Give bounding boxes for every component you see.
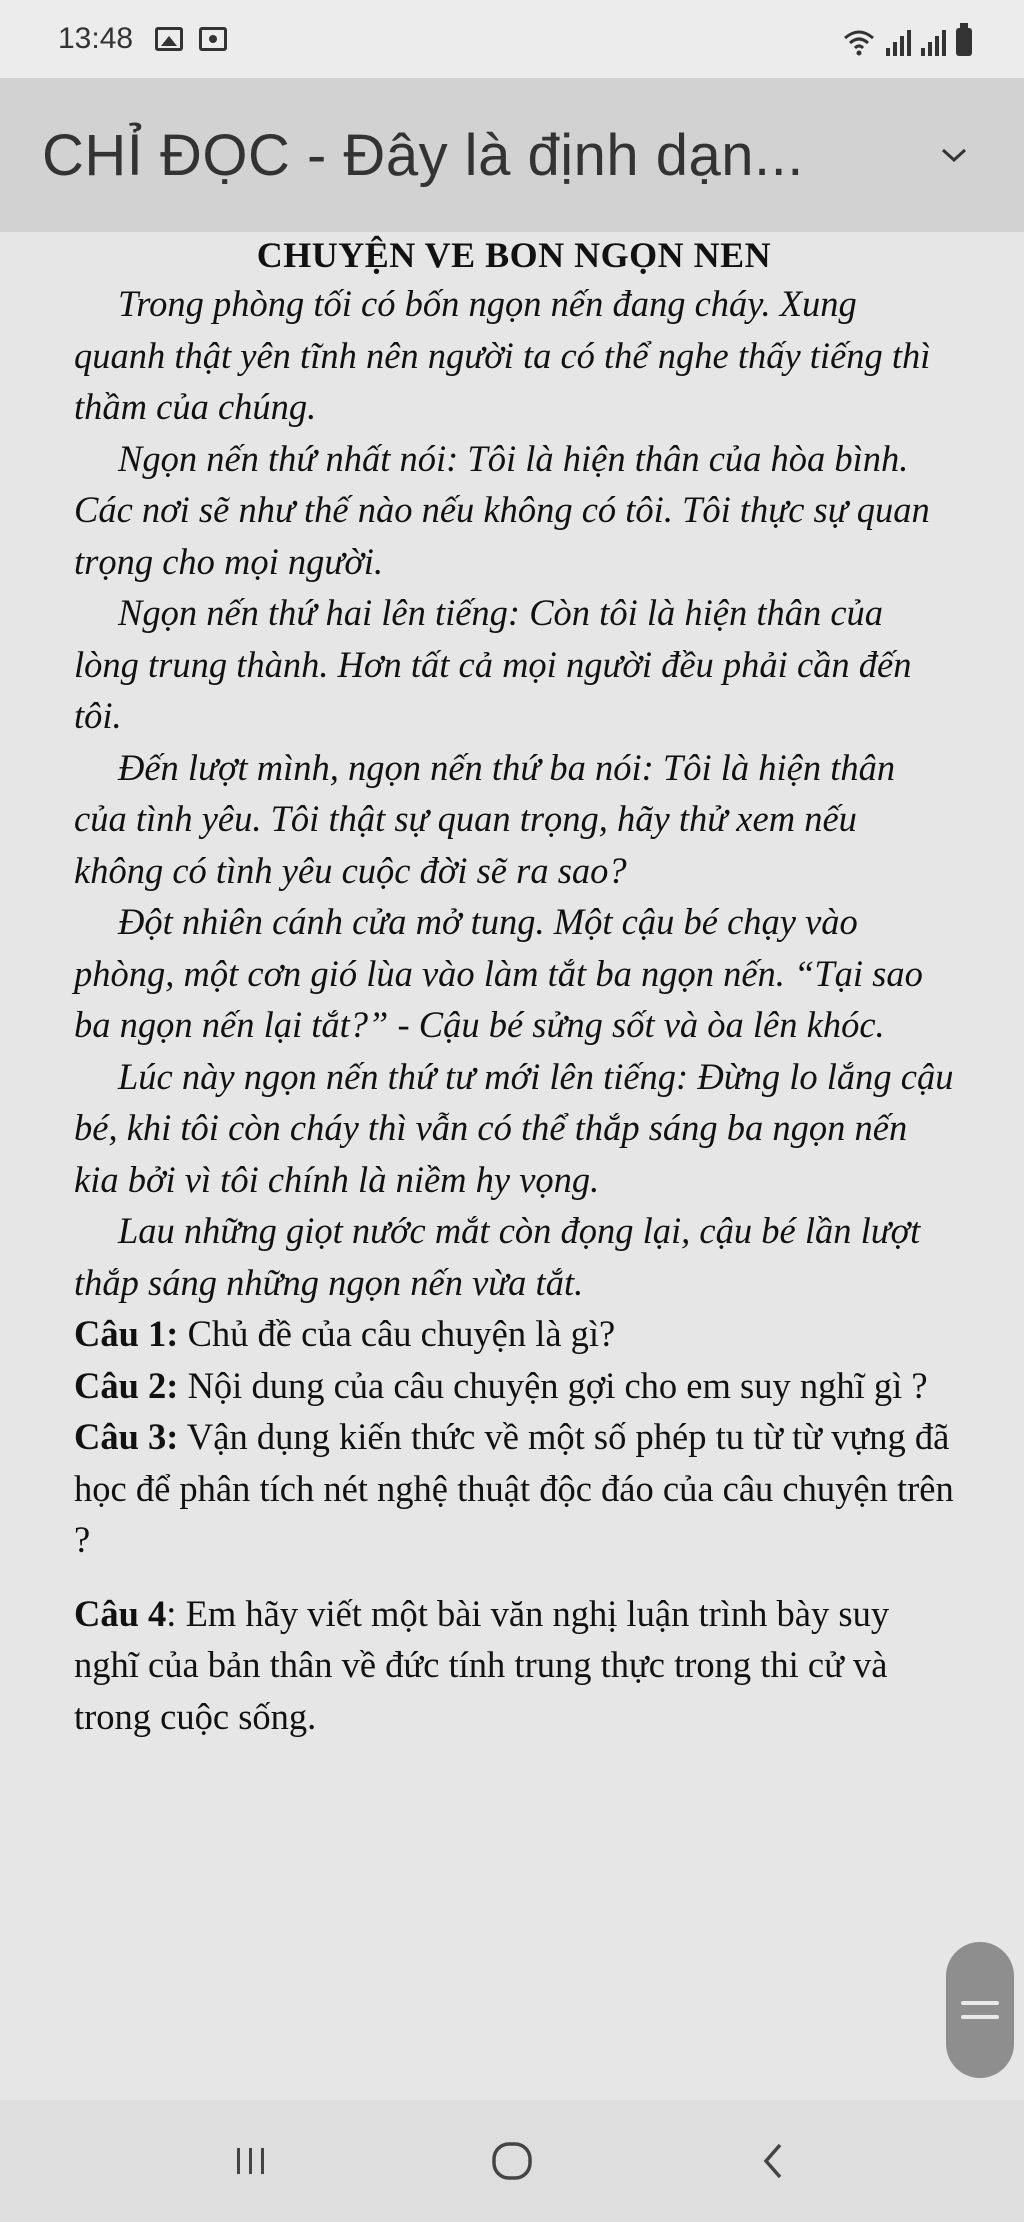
question-1 <box>74 1308 954 1360</box>
story-paragraph: Ngọn nến thứ nhất nói: Tôi là hiện thân của hòa bình. Các nơi sẽ như thế nào nếu không có tôi. Tôi thực sự quan trọng cho mọi người. <box>74 437 930 582</box>
recent-apps-icon[interactable] <box>206 2116 296 2206</box>
questions <box>74 1308 954 1742</box>
question-text: Chủ đề của câu chuyện là gì? <box>178 1313 616 1354</box>
question-label: Câu 1: <box>74 1313 179 1354</box>
status-bar <box>0 0 1024 78</box>
question-text: : Em hãy viết một bài văn nghị luận trình bày suy nghĩ của bản thân về đức tính trung thực trong thi cử và trong cuộc sống. <box>74 1592 890 1737</box>
scroll-handle[interactable] <box>946 1942 1014 2078</box>
grip-line <box>961 2001 999 2005</box>
grip-line <box>961 2015 999 2019</box>
notification-box-icon <box>199 27 227 51</box>
wifi-icon <box>842 26 876 56</box>
status-time: 13:48 <box>58 22 134 55</box>
question-label: Câu 4 <box>74 1592 167 1634</box>
document-content <box>74 232 954 1742</box>
story-paragraph: Lúc này ngọn nến thứ tư mới lên tiếng: Đừng lo lắng cậu bé, khi tôi còn cháy thì vẫn có thể thắp sáng ba ngọn nến kia bởi vì tôi chính là niềm hy vọng. <box>74 1055 954 1200</box>
signal-icon <box>921 30 946 56</box>
question-2 <box>74 1360 954 1412</box>
status-indicators <box>842 22 972 56</box>
question-4 <box>74 1588 954 1743</box>
story-paragraph: Đến lượt mình, ngọn nến thứ ba nói: Tôi là hiện thân của tình yêu. Tôi thật sự quan trọng, hãy thử xem nếu không có tình yêu cuộc đời sẽ ra sao? <box>74 746 896 891</box>
app-header <box>0 78 1024 232</box>
question-3 <box>74 1411 954 1566</box>
question-label: Câu 3: <box>74 1416 179 1457</box>
story-paragraph: Trong phòng tối có bốn ngọn nến đang cháy. Xung quanh thật yên tĩnh nên người ta có thể nghe thấy tiếng thì thầm của chúng. <box>74 283 931 427</box>
question-text: Nội dung của câu chuyện gợi cho em suy nghĩ gì ? <box>178 1364 928 1406</box>
navigation-bar <box>0 2100 1024 2222</box>
story-body <box>74 278 954 1308</box>
chevron-down-icon[interactable] <box>924 125 984 185</box>
document-mode-title: CHỈ ĐỌC - Đây là định dạn... <box>42 122 804 188</box>
story-paragraph: Đột nhiên cánh cửa mở tung. Một cậu bé chạy vào phòng, một cơn gió lùa vào làm tắt ba ngọn nến. “Tại sao ba ngọn nến lại tắt?” - Cậu bé sửng sốt và òa lên khóc. <box>74 901 923 1045</box>
signal-icon <box>886 30 911 56</box>
story-paragraph: Ngọn nến thứ hai lên tiếng: Còn tôi là hiện thân của lòng trung thành. Hơn tất cả mọi người đều phải cần đến tôi. <box>74 592 912 736</box>
home-icon[interactable] <box>467 2116 557 2206</box>
question-label: Câu 2: <box>74 1364 179 1406</box>
back-icon[interactable] <box>728 2116 818 2206</box>
document-title: CHUYỆN VE BON NGỌN NEN <box>256 235 772 275</box>
gallery-icon <box>155 27 183 51</box>
question-text: Vận dụng kiến thức về một số phép tu từ từ vựng đã học để phân tích nét nghệ thuật độc đáo của câu chuyện trên ? <box>74 1416 954 1560</box>
battery-icon <box>956 28 972 56</box>
story-paragraph: Lau những giọt nước mắt còn đọng lại, cậu bé lần lượt thắp sáng những ngọn nến vừa tắt. <box>74 1210 921 1303</box>
